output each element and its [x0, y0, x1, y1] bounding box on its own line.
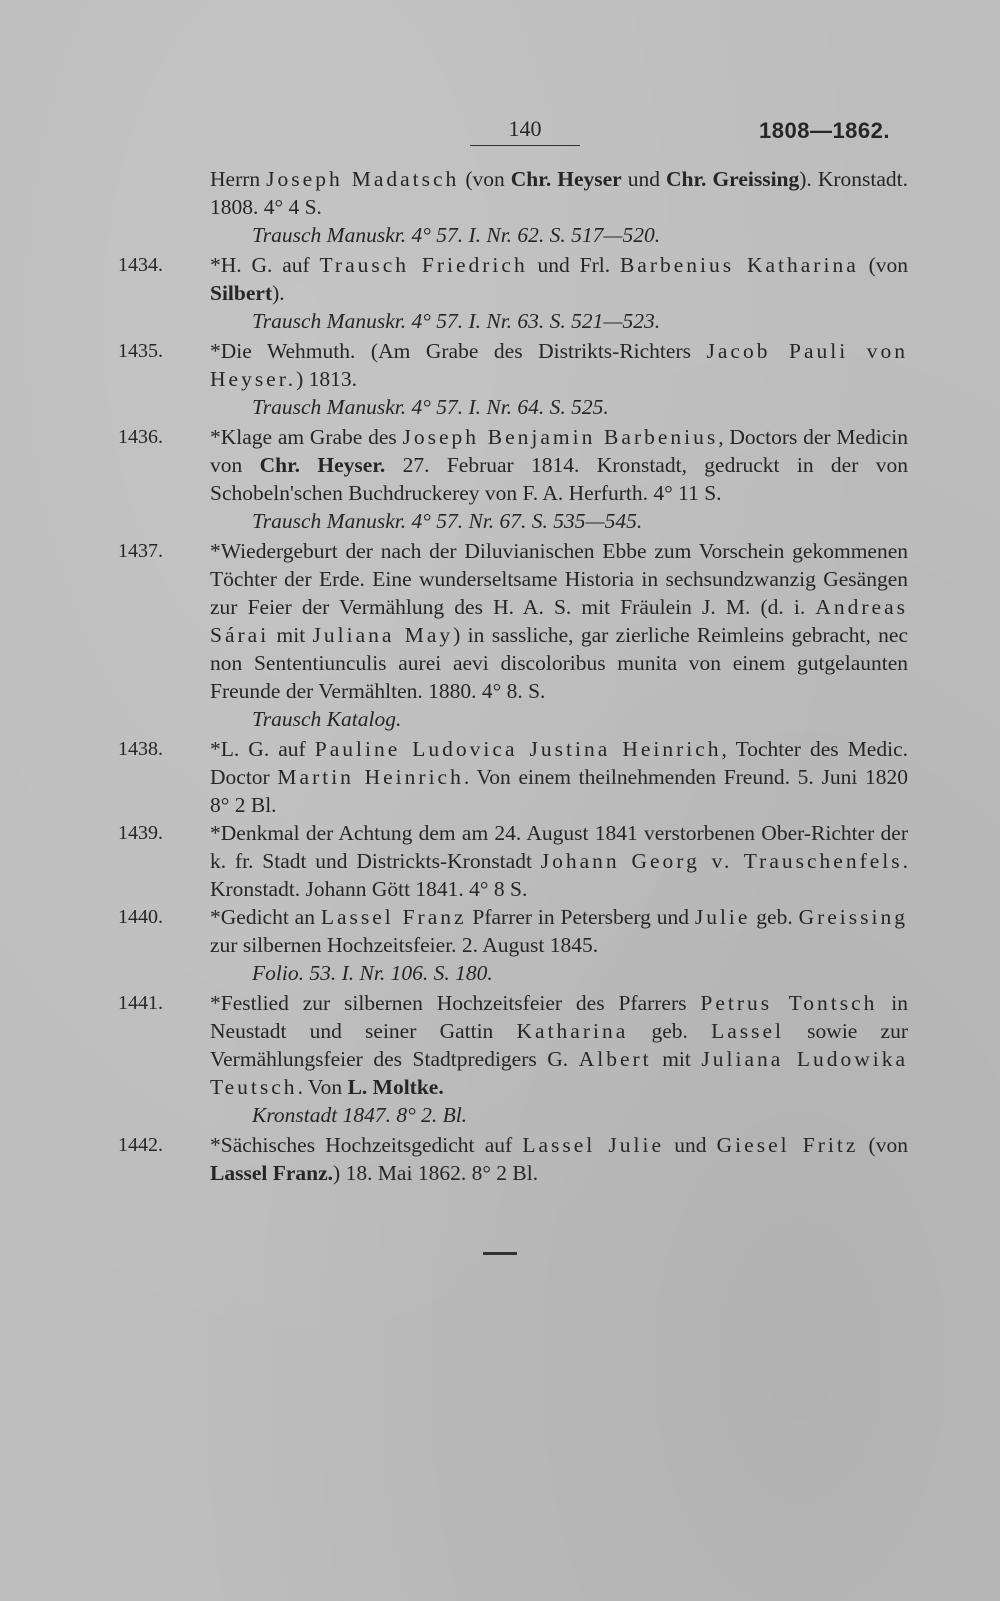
entry-number: 1435.	[118, 340, 163, 362]
entry-text	[210, 819, 908, 903]
text-run: *Wiedergeburt der nach der Diluvianischen Ebbe zum Vorschein gekommenen Töchter der Erde. Eine wunderseltsame Historia in sechsundzwanzig Gesängen zur Feier der Vermählung des H. A. S. mit Fräulein J. M. (d. i.	[210, 539, 908, 619]
text-run: mit	[269, 623, 313, 647]
spaced-name: Greissing	[798, 905, 908, 929]
spaced-name: Albert	[578, 1047, 652, 1071]
entry-1438	[118, 735, 908, 819]
entry-text	[210, 423, 908, 507]
author-name: Silbert	[210, 281, 273, 305]
entry-1437	[118, 537, 908, 733]
text-run: *Festlied zur silbernen Hochzeitsfeier des Pfarrers	[210, 991, 701, 1015]
spaced-name: Giesel Fritz	[716, 1133, 859, 1157]
text-run: Herrn	[210, 167, 267, 191]
entry-number: 1436.	[118, 426, 163, 448]
entry-text	[210, 989, 908, 1101]
spaced-name: Joseph Benjamin Barbenius	[402, 425, 719, 449]
spaced-name: Juliana May	[312, 623, 454, 647]
entry-1441	[118, 989, 908, 1129]
text-run: . Kronstadt. Johann Gött 1841. 4° 8 S.	[210, 849, 909, 901]
spaced-name: Lassel Julie	[522, 1133, 665, 1157]
text-run: . Von einem theilnehmenden Freund. 5. Juni 1820 8° 2 Bl.	[210, 765, 909, 817]
entry-1436	[118, 423, 908, 535]
text-run: ).	[272, 281, 285, 305]
spaced-name: Katharina	[516, 1019, 629, 1043]
page-number: 140	[470, 116, 580, 146]
text-run: (von	[858, 1133, 908, 1157]
author-name: Chr. Greissing	[666, 167, 800, 191]
text-run: (von	[459, 167, 511, 191]
text-run: in Neustadt und seiner Gattin	[210, 991, 908, 1043]
spaced-name: Lassel Franz	[320, 905, 467, 929]
entry-1435	[118, 337, 908, 421]
entry-text	[210, 903, 908, 959]
spaced-name: Petrus Tontsch	[700, 991, 878, 1015]
text-run: *Klage am Grabe des	[210, 425, 403, 449]
text-run: und	[621, 167, 666, 191]
spaced-name: Pauline Ludovica Justina Heinrich	[314, 737, 722, 761]
text-run: 27. Februar 1814. Kronstadt, gedruckt in der von Schobeln'schen Buchdruckerey von F. A. Herfurth. 4° 11 S.	[210, 453, 908, 505]
text-run: ) in sassliche, gar zierliche Reimleins gebracht, nec non Sententiunculis aurei aevi discoloribus munita von einem gutgelaunten Freunde der Vermählten. 1880. 4° 8. S.	[210, 623, 908, 703]
text-run: *L. G. auf	[210, 737, 315, 761]
entry-1440	[118, 903, 908, 987]
entry-number: 1439.	[118, 822, 163, 844]
author-name: L. Moltke.	[347, 1075, 444, 1099]
source-reference: Trausch Manuskr. 4° 57. I. Nr. 63. S. 521—523.	[252, 309, 661, 333]
source-reference: Trausch Manuskr. 4° 57. I. Nr. 62. S. 517—520.	[252, 223, 661, 247]
entry-text	[210, 337, 908, 393]
text-run: ) 18. Mai 1862. 8° 2 Bl.	[333, 1161, 539, 1185]
source-reference: Folio. 53. I. Nr. 106. S. 180.	[252, 961, 493, 985]
spaced-name: Martin Heinrich	[277, 765, 464, 789]
text-run: *H. G. auf	[210, 253, 320, 277]
entry-number: 1442.	[118, 1134, 163, 1156]
spaced-name: Andreas Sárai	[210, 595, 908, 647]
entry-text	[210, 251, 908, 307]
text-run: ). Kronstadt. 1808. 4° 4 S.	[210, 167, 908, 219]
text-run: Pfarrer in Petersberg und	[466, 905, 695, 929]
entry-text	[210, 537, 908, 705]
entry-text	[210, 735, 908, 819]
source-reference: Trausch Manuskr. 4° 57. I. Nr. 64. S. 525.	[252, 395, 609, 419]
source-reference: Kronstadt 1847. 8° 2. Bl.	[252, 1103, 468, 1127]
running-head-year-range: 1808—1862.	[759, 118, 890, 143]
spaced-name: Barbenius Katharina	[619, 253, 859, 277]
source-reference: Trausch Manuskr. 4° 57. Nr. 67. S. 535—545.	[252, 509, 643, 533]
entry-continuation	[118, 165, 908, 249]
text-run: ) 1813.	[296, 367, 357, 391]
entry-number: 1438.	[118, 738, 163, 760]
spaced-name: Juliana Ludowika Teutsch	[210, 1047, 908, 1099]
entry-1442	[118, 1131, 908, 1187]
text-run: und	[664, 1133, 717, 1157]
text-run: , Tochter des Medic. Doctor	[210, 737, 908, 789]
author-name: Chr. Heyser.	[259, 453, 386, 477]
text-run: geb.	[628, 1019, 712, 1043]
entry-number: 1434.	[118, 254, 163, 276]
spaced-name: Lassel	[711, 1019, 784, 1043]
spaced-name: Johann Georg v. Trauschenfels	[540, 849, 903, 873]
text-run: , Doctors der Medicin von	[210, 425, 908, 477]
text-run: mit	[651, 1047, 702, 1071]
bibliography-list	[118, 165, 908, 1187]
source-reference: Trausch Katalog.	[252, 707, 402, 731]
author-name: Lassel Franz.	[210, 1161, 334, 1185]
text-run: (von	[858, 253, 908, 277]
entry-1434	[118, 251, 908, 335]
text-run: zur silbernen Hochzeitsfeier. 2. August 1845.	[210, 933, 599, 957]
text-run: geb.	[750, 905, 799, 929]
entry-text	[210, 165, 908, 221]
text-run: . Von	[297, 1075, 348, 1099]
author-name: Chr. Heyser	[510, 167, 622, 191]
end-rule	[483, 1252, 517, 1255]
entry-number: 1440.	[118, 906, 163, 928]
text-run: *Sächisches Hochzeitsgedicht auf	[210, 1133, 523, 1157]
text-run: *Die Wehmuth. (Am Grabe des Distrikts-Richters	[210, 339, 707, 363]
spaced-name: Jacob Pauli von Heyser.	[210, 339, 908, 391]
text-run: und Frl.	[527, 253, 620, 277]
entry-number: 1437.	[118, 540, 163, 562]
spaced-name: Joseph Madatsch	[266, 167, 460, 191]
spaced-name: Trausch Friedrich	[319, 253, 528, 277]
entry-number: 1441.	[118, 992, 163, 1014]
entry-text	[210, 1131, 908, 1187]
spaced-name: Julie	[694, 905, 751, 929]
entry-1439	[118, 819, 908, 903]
text-run: *Gedicht an	[210, 905, 321, 929]
page-header	[0, 112, 1000, 152]
text-run: sowie zur Vermählungsfeier des Stadtpredigers G.	[210, 1019, 908, 1071]
text-run: *Denkmal der Achtung dem am 24. August 1841 verstorbenen Ober-Richter der k. fr. Stadt und Districkts-Kronstadt	[210, 821, 908, 873]
